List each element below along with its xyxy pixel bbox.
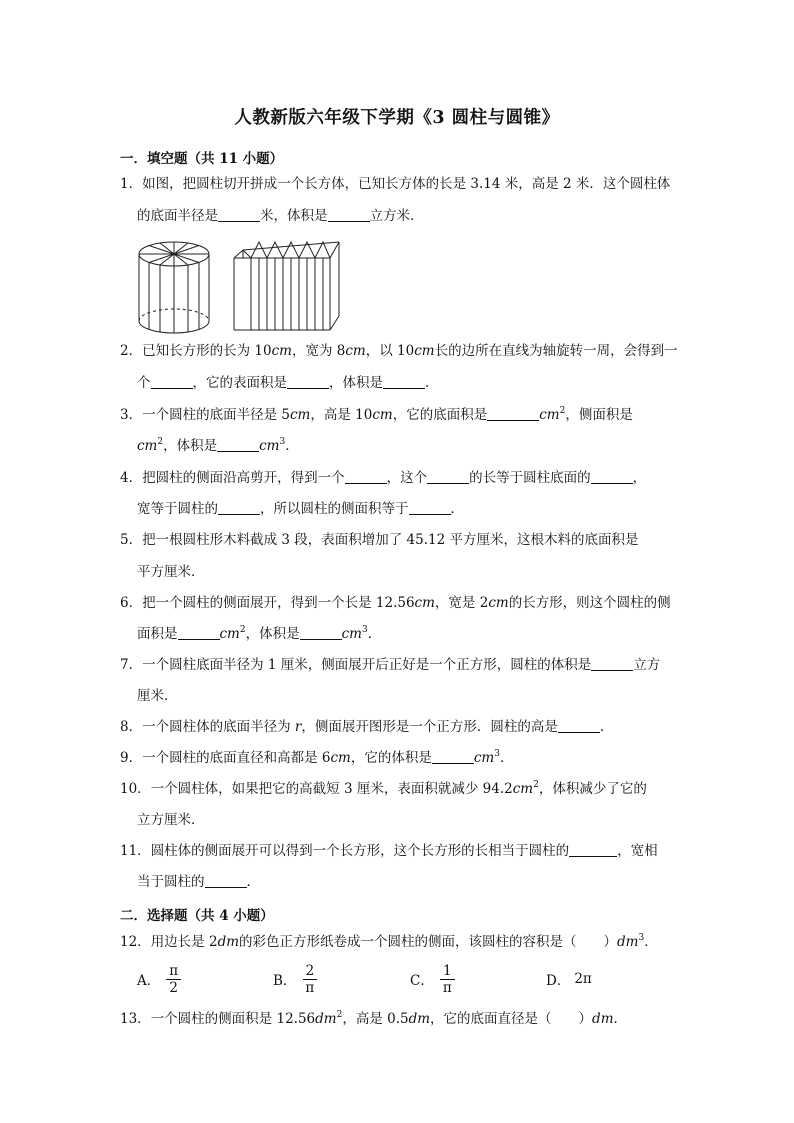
answer-blank[interactable] xyxy=(151,374,193,389)
answer-blank[interactable] xyxy=(287,374,329,389)
question-3-line-1: 3．一个圆柱的底面半径是 5cm，高是 10cm，它的底面积是 $cm^2$，侧面积是 xyxy=(120,406,633,423)
section-multiple-choice: 二．选择题（共 4 小题） xyxy=(120,908,274,924)
question-7-line-1: 7．一个圆柱底面半径为 1 厘米，侧面展开后正好是一个正方形，圆柱的体积是 立方 xyxy=(120,657,661,673)
question-3-line-2: $cm^2$，体积是 $cm^3$． xyxy=(137,437,299,454)
question-13-line-1: 13．一个圆柱的侧面积是 $12.56dm^2$，高是 0.5dm，它的底面直径是（ ）dm． xyxy=(120,1010,627,1027)
answer-blank[interactable] xyxy=(409,500,451,515)
answer-blank[interactable] xyxy=(345,469,387,484)
answer-blank[interactable] xyxy=(427,469,469,484)
answer-blank[interactable] xyxy=(558,718,600,733)
answer-blank[interactable] xyxy=(218,207,260,222)
question-2-line-2: 个 ，它的表面积是 ，体积是 ． xyxy=(137,375,439,391)
cylinder-to-cuboid-figure xyxy=(130,238,360,338)
question-10-line-2: 立方厘米． xyxy=(137,812,205,828)
answer-blank[interactable] xyxy=(569,842,617,857)
question-2-line-1: 2．已知长方形的长为 10cm，宽为 8cm，以 10cm长的边所在直线为轴旋转一周，会得到一 xyxy=(120,343,678,359)
question-5-line-1: 5．把一根圆柱形木料截成 3 段，表面积增加了 45.12 平方厘米，这根木料的底面积是 xyxy=(120,532,639,548)
question-11-line-2: 当于圆柱的 ． xyxy=(137,874,260,890)
fraction: $\frac{1}{\pi}$ xyxy=(440,963,455,996)
answer-blank[interactable] xyxy=(218,500,260,515)
section-fill-in: 一．填空题（共 11 小题） xyxy=(120,151,284,167)
question-10-line-1: 10．一个圆柱体，如果把它的高截短 3 厘米，表面积就减少 $94.2cm^2$，体积减少了它的 xyxy=(120,780,647,797)
question-6-line-2: 面积是 $cm^2$，体积是 $cm^3$． xyxy=(137,625,382,642)
answer-blank[interactable] xyxy=(383,374,425,389)
question-4-line-2: 宽等于圆柱的 ，所以圆柱的侧面积等于 ． xyxy=(137,501,464,517)
cylinder-figure xyxy=(139,242,209,333)
option-d[interactable]: D． 2π xyxy=(546,971,592,989)
question-1-line-2: 的底面半径是 米，体积是 立方米． xyxy=(137,208,424,224)
answer-blank[interactable] xyxy=(178,625,220,640)
option-c[interactable]: C． $\frac{1}{\pi}$ xyxy=(410,961,455,997)
question-6-line-1: 6．把一个圆柱的侧面展开，得到一个长是 12.56cm，宽是 2cm的长方形，则这个圆柱的侧 xyxy=(120,595,671,611)
question-7-line-2: 厘米． xyxy=(137,688,178,704)
question-11-line-1: 11．圆柱体的侧面展开可以得到一个长方形，这个长方形的长相当于圆柱的 ，宽相 xyxy=(120,843,658,859)
answer-blank[interactable] xyxy=(487,406,539,421)
answer-blank[interactable] xyxy=(591,656,633,671)
question-12-line-1: 12．用边长是 2dm的彩色正方形纸卷成一个圆柱的侧面，该圆柱的容积是（ ）$dm^3$． xyxy=(120,933,658,950)
cuboid-figure xyxy=(234,242,339,330)
question-5-line-2: 平方厘米． xyxy=(137,564,205,580)
option-a[interactable]: A． $\frac{\pi}{2}$ xyxy=(137,961,181,997)
answer-blank[interactable] xyxy=(328,207,370,222)
answer-blank[interactable] xyxy=(591,469,633,484)
option-b[interactable]: B． $\frac{2}{\pi}$ xyxy=(273,961,317,997)
answer-blank[interactable] xyxy=(300,625,342,640)
answer-blank[interactable] xyxy=(432,749,474,764)
question-1-line-1: 1．如图，把圆柱切开拼成一个长方体，已知长方体的长是 3.14 米，高是 2 米．这个圆柱体 xyxy=(120,176,671,192)
question-4-line-1: 4．把圆柱的侧面沿高剪开，得到一个 ，这个 的长等于圆柱底面的 ， xyxy=(120,470,647,486)
answer-blank[interactable] xyxy=(217,437,259,452)
fraction: $\frac{2}{\pi}$ xyxy=(302,963,317,996)
question-9-line-1: 9．一个圆柱的底面直径和高都是 6cm，它的体积是 $cm^3$． xyxy=(120,749,514,766)
page-title: 人教新版六年级下学期《3 圆柱与圆锥》 xyxy=(234,108,560,128)
fraction: $\frac{\pi}{2}$ xyxy=(166,963,181,996)
question-8-line-1: 8．一个圆柱体的底面半径为 r，侧面展开图形是一个正方形．圆柱的高是 ． xyxy=(120,719,614,735)
answer-blank[interactable] xyxy=(205,873,247,888)
